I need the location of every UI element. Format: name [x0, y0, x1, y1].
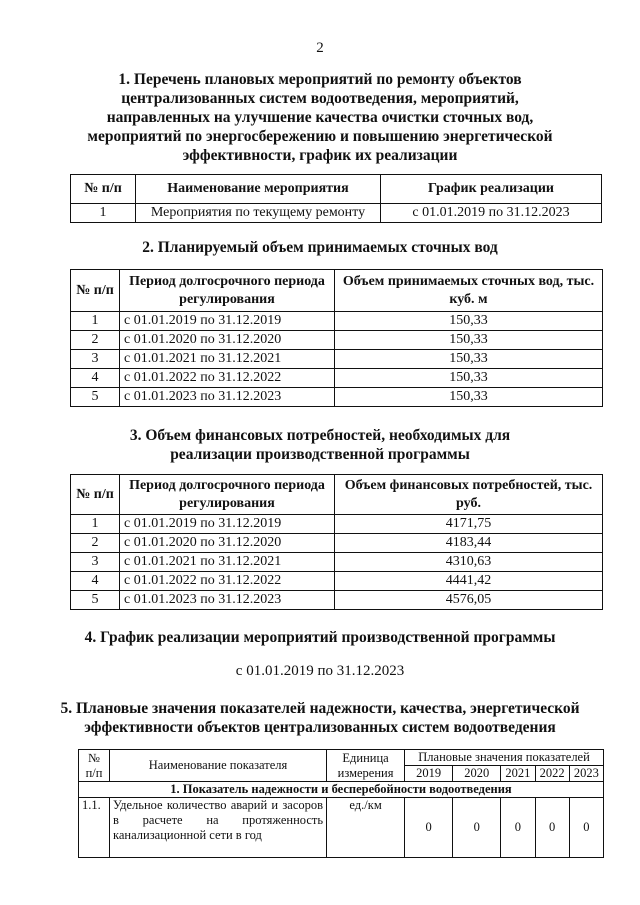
cell: 4 — [71, 369, 120, 388]
cell: 4183,44 — [335, 534, 603, 553]
section5-title-line: 5. Плановые значения показателей надежности, качества, энергетической — [60, 700, 580, 717]
col-header: Наименование показателя — [110, 750, 327, 782]
section1-title-line: направленных на улучшение качества очистки сточных вод, — [106, 109, 534, 126]
table-row — [71, 204, 602, 223]
section3-title-line: реализации производственной программы — [170, 446, 470, 463]
cell: с 01.01.2022 по 31.12.2022 — [120, 572, 335, 591]
cell: ед./км — [327, 798, 405, 858]
cell: 150,33 — [335, 369, 603, 388]
cell: Удельное количество аварий и засоров в расчете на протяженность канализационной сети в год — [110, 798, 327, 858]
table-row — [71, 572, 603, 591]
table-header-row — [71, 475, 603, 515]
section1-title-line: 1. Перечень плановых мероприятий по ремонту объектов — [118, 71, 522, 88]
cell: 3 — [71, 553, 120, 572]
cell: с 01.01.2021 по 31.12.2021 — [120, 553, 335, 572]
section2-table — [70, 269, 603, 407]
cell: 3 — [71, 350, 120, 369]
cell: 1 — [71, 515, 120, 534]
cell: 4310,63 — [335, 553, 603, 572]
year-header: 2019 — [405, 766, 453, 782]
cell: 5 — [71, 388, 120, 407]
group-label: 1. Показатель надежности и бесперебойности водоотведения — [79, 782, 604, 798]
cell: с 01.01.2019 по 31.12.2019 — [120, 312, 335, 331]
table-header-row — [71, 270, 603, 312]
year-header: 2023 — [569, 766, 603, 782]
cell: 1 — [71, 204, 136, 223]
cell: 4 — [71, 572, 120, 591]
col-header: Период долгосрочного периода регулирования — [120, 475, 335, 515]
col-header: График реализации — [381, 175, 602, 204]
section5-title-line: эффективности объектов централизованных систем водоотведения — [84, 719, 556, 736]
section4 — [0, 628, 640, 647]
col-header: Объем финансовых потребностей, тыс. руб. — [335, 475, 603, 515]
table-header-row — [71, 175, 602, 204]
section2-title: 2. Планируемый объем принимаемых сточных вод — [142, 239, 498, 256]
section1-table — [70, 174, 602, 223]
table-row — [71, 553, 603, 572]
section3-table — [70, 474, 603, 610]
col-header: Объем принимаемых сточных вод, тыс. куб. м — [335, 270, 603, 312]
cell: с 01.01.2023 по 31.12.2023 — [120, 388, 335, 407]
table-row — [71, 312, 603, 331]
cell: 150,33 — [335, 331, 603, 350]
group-row — [79, 782, 604, 798]
cell: 0 — [453, 798, 501, 858]
col-header: № п/п — [71, 270, 120, 312]
section3-title-line: 3. Объем финансовых потребностей, необходимых для — [129, 427, 511, 444]
cell: с 01.01.2019 по 31.12.2023 — [381, 204, 602, 223]
cell: 0 — [569, 798, 603, 858]
table-row — [71, 369, 603, 388]
year-header: 2020 — [453, 766, 501, 782]
section1-title-line: эффективности, график их реализации — [182, 147, 458, 164]
cell: 0 — [535, 798, 569, 858]
cell: 0 — [405, 798, 453, 858]
cell: 0 — [501, 798, 535, 858]
table-row — [71, 388, 603, 407]
section2-title-wrap — [0, 238, 640, 257]
cell: с 01.01.2023 по 31.12.2023 — [120, 591, 335, 610]
table-row — [71, 534, 603, 553]
section5-table — [78, 749, 604, 858]
table-row — [71, 515, 603, 534]
col-header: Плановые значения показателей — [405, 750, 604, 766]
cell: 2 — [71, 534, 120, 553]
cell: 4441,42 — [335, 572, 603, 591]
col-header: № п/п — [71, 175, 136, 204]
cell: с 01.01.2020 по 31.12.2020 — [120, 534, 335, 553]
table-row — [79, 798, 604, 858]
page-number: 2 — [316, 40, 324, 56]
table-row — [71, 591, 603, 610]
year-header: 2022 — [535, 766, 569, 782]
cell: 4576,05 — [335, 591, 603, 610]
col-header: № п/п — [79, 750, 110, 782]
table-header-row — [79, 750, 604, 766]
section4-title: 4. График реализации мероприятий производственной программы — [84, 629, 556, 646]
cell: 1 — [71, 312, 120, 331]
cell: с 01.01.2021 по 31.12.2021 — [120, 350, 335, 369]
cell: 1.1. — [79, 798, 110, 858]
cell: 2 — [71, 331, 120, 350]
year-header: 2021 — [501, 766, 535, 782]
cell: с 01.01.2019 по 31.12.2019 — [120, 515, 335, 534]
section1-title-line: мероприятий по энергосбережению и повышению энергетической — [87, 128, 553, 145]
col-header: Период долгосрочного периода регулирования — [120, 270, 335, 312]
cell: 150,33 — [335, 312, 603, 331]
col-header: № п/п — [71, 475, 120, 515]
section3-title — [0, 426, 640, 464]
section1-title — [0, 70, 640, 165]
col-header: Единица измерения — [327, 750, 405, 782]
cell: 5 — [71, 591, 120, 610]
table-row — [71, 350, 603, 369]
cell: с 01.01.2020 по 31.12.2020 — [120, 331, 335, 350]
cell: 150,33 — [335, 350, 603, 369]
cell: 150,33 — [335, 388, 603, 407]
cell: 4171,75 — [335, 515, 603, 534]
col-header: Наименование мероприятия — [136, 175, 381, 204]
section4-period: с 01.01.2019 по 31.12.2023 — [235, 663, 405, 679]
cell: Мероприятия по текущему ремонту — [136, 204, 381, 223]
section1-title-line: централизованных систем водоотведения, мероприятий, — [121, 90, 519, 107]
section5-title — [0, 699, 640, 737]
table-row — [71, 331, 603, 350]
cell: с 01.01.2022 по 31.12.2022 — [120, 369, 335, 388]
